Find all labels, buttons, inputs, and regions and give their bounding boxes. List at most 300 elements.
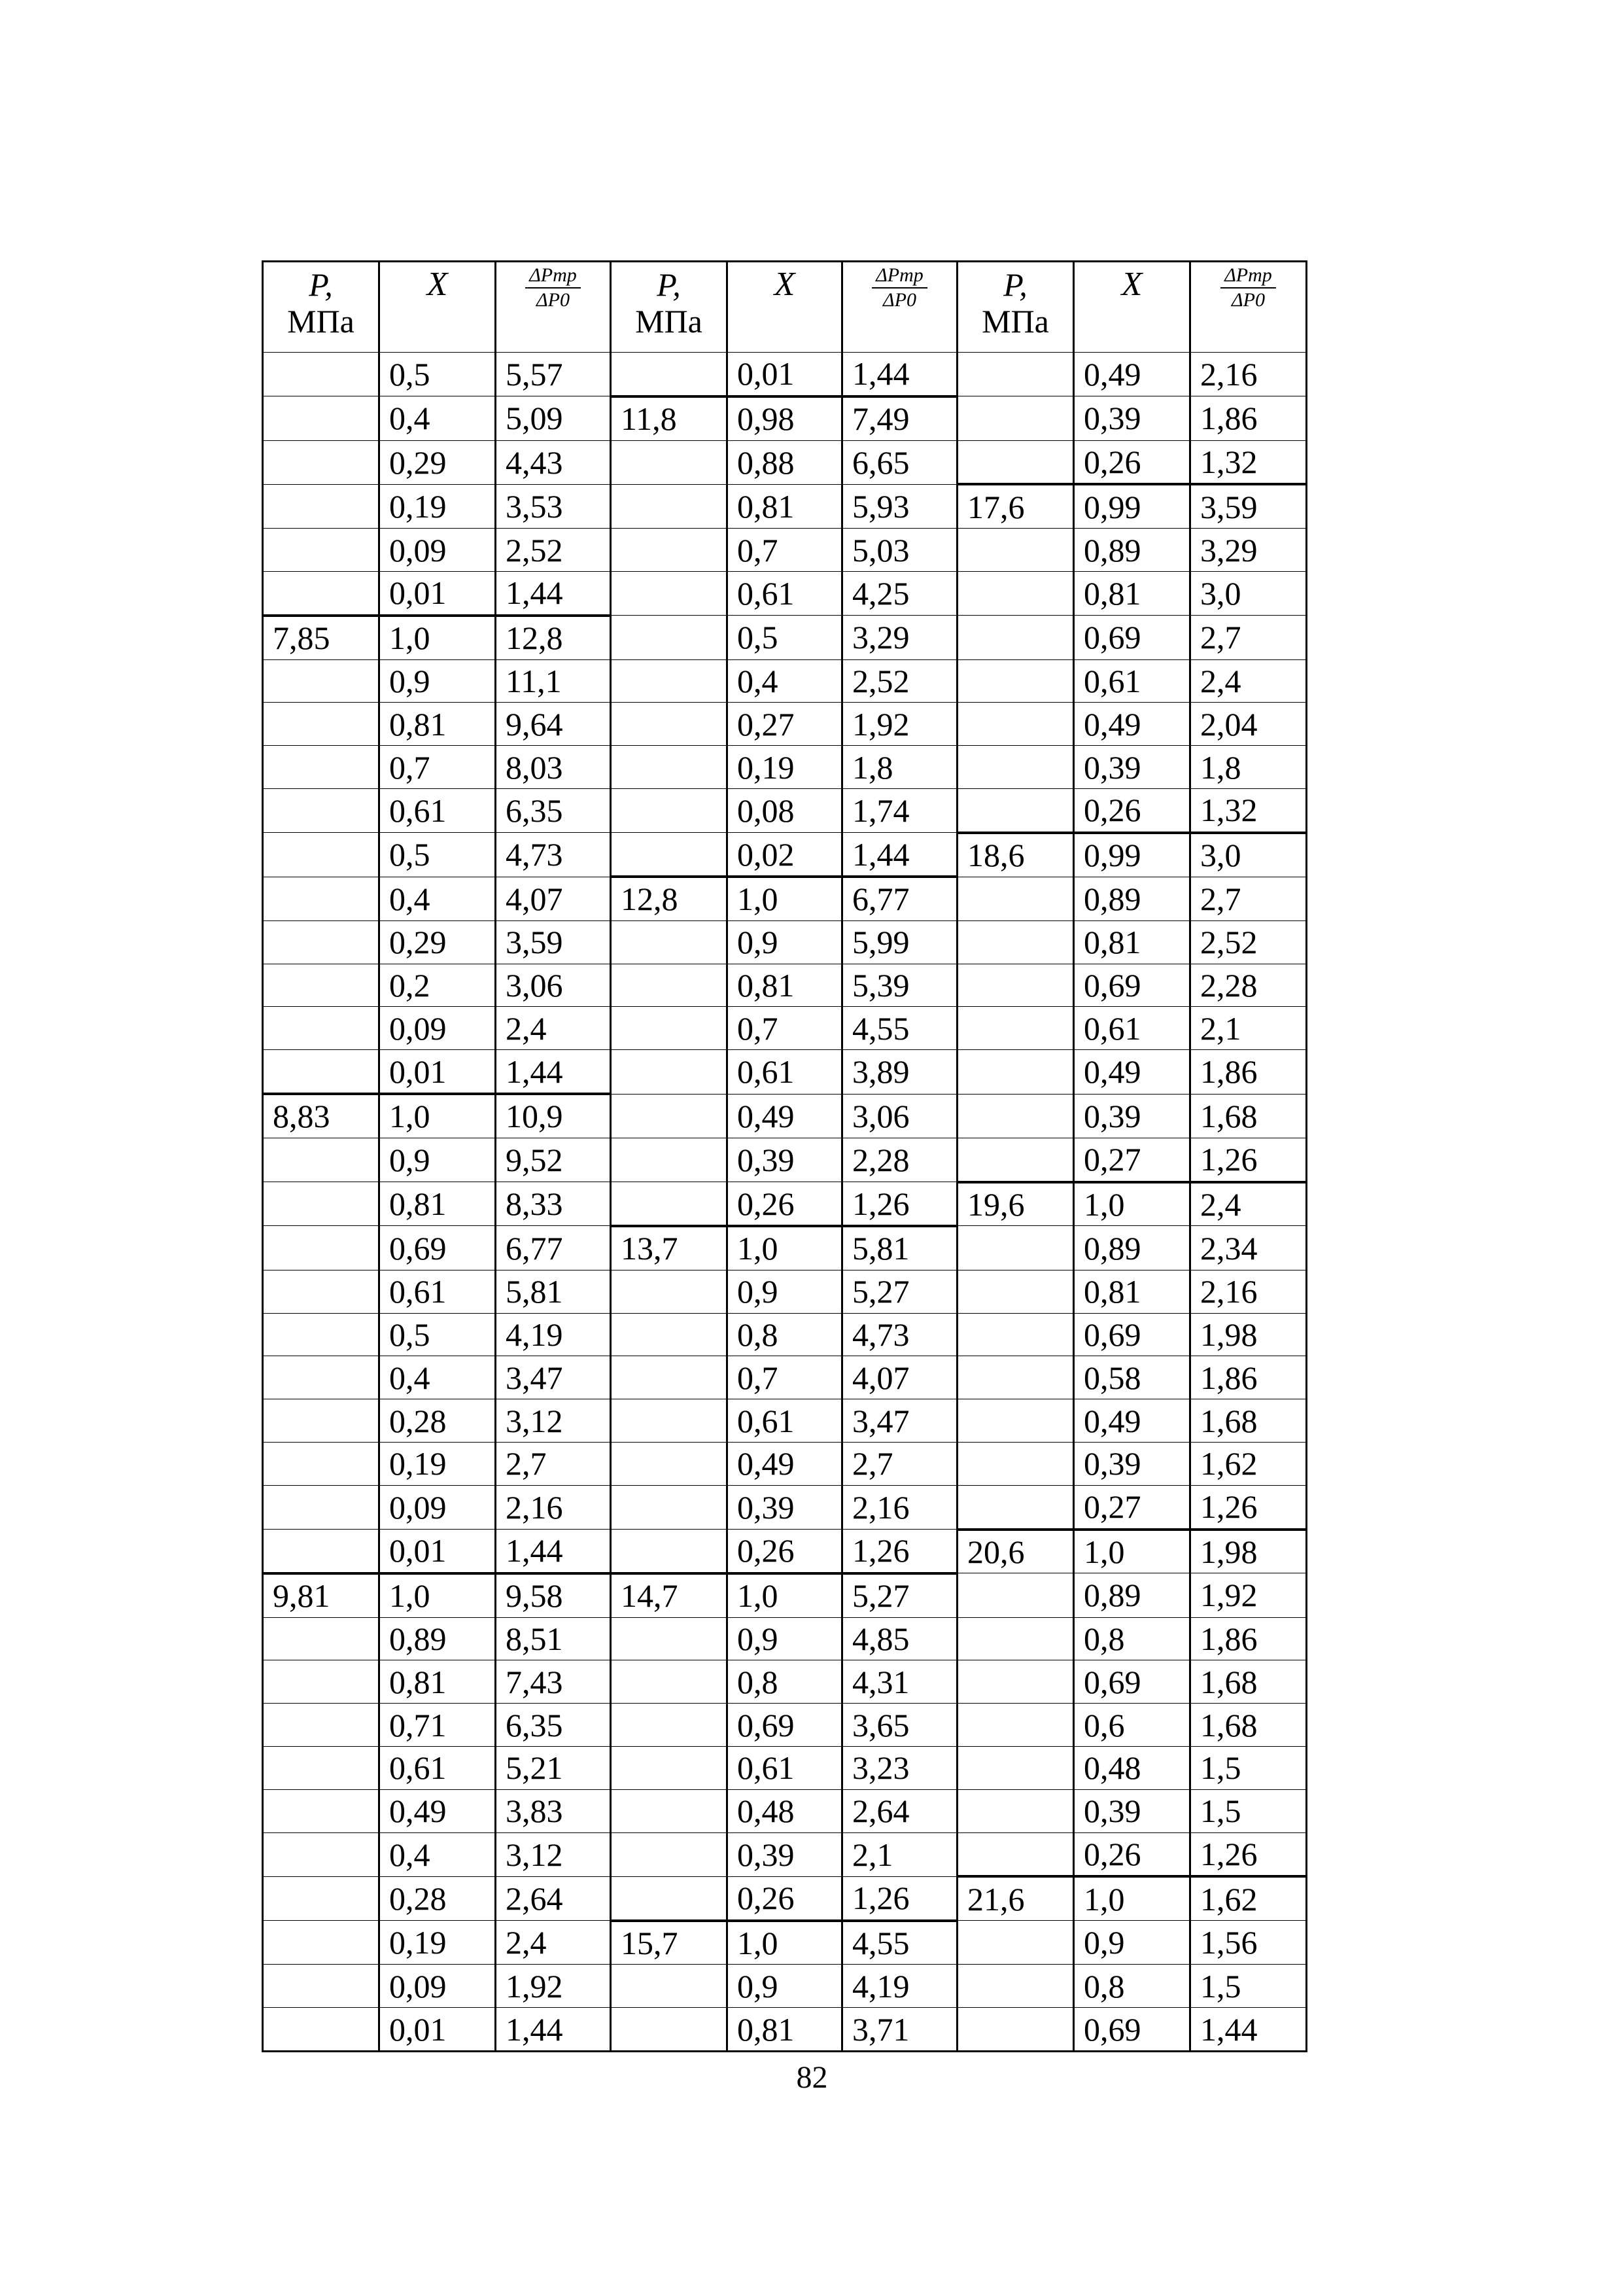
cell-x-1: 0,81 <box>379 1660 496 1704</box>
cell-ratio-2: 1,44 <box>842 353 958 396</box>
cell-x-3: 0,69 <box>1074 2008 1190 2052</box>
cell-ratio-1: 2,52 <box>496 529 611 572</box>
cell-ratio-2: 2,7 <box>842 1442 958 1485</box>
cell-pressure-1 <box>263 1182 379 1226</box>
cell-pressure-2 <box>611 703 727 746</box>
cell-ratio-3: 3,59 <box>1190 484 1307 528</box>
cell-ratio-2: 5,39 <box>842 964 958 1007</box>
cell-pressure-2 <box>611 440 727 484</box>
cell-pressure-2 <box>611 659 727 703</box>
cell-pressure-3 <box>958 2008 1074 2052</box>
cell-pressure-3 <box>958 571 1074 615</box>
cell-ratio-2: 3,89 <box>842 1050 958 1094</box>
cell-x-2: 0,19 <box>727 746 842 789</box>
cell-x-2: 0,9 <box>727 1965 842 2008</box>
cell-x-3: 0,69 <box>1074 964 1190 1007</box>
cell-ratio-2: 4,55 <box>842 1007 958 1050</box>
cell-pressure-2 <box>611 1660 727 1704</box>
cell-pressure-3 <box>958 396 1074 440</box>
cell-ratio-1: 1,44 <box>496 1050 611 1094</box>
cell-pressure-1 <box>263 788 379 832</box>
cell-ratio-3: 1,5 <box>1190 1747 1307 1790</box>
cell-x-1: 0,2 <box>379 964 496 1007</box>
cell-x-3: 0,89 <box>1074 1226 1190 1270</box>
table-row <box>263 1270 1307 1313</box>
header-ratio-3 <box>1190 262 1307 353</box>
cell-ratio-3: 1,98 <box>1190 1530 1307 1573</box>
cell-ratio-2: 3,71 <box>842 2008 958 2052</box>
cell-pressure-1 <box>263 1485 379 1529</box>
cell-pressure-3 <box>958 1270 1074 1313</box>
cell-x-3: 0,26 <box>1074 440 1190 484</box>
cell-x-3: 0,27 <box>1074 1138 1190 1182</box>
cell-pressure-1 <box>263 964 379 1007</box>
table-row <box>263 1747 1307 1790</box>
cell-pressure-3: 20,6 <box>958 1530 1074 1573</box>
cell-pressure-1 <box>263 484 379 528</box>
header-x-2: X <box>727 262 842 353</box>
table-row <box>263 1356 1307 1399</box>
cell-ratio-2: 2,1 <box>842 1832 958 1876</box>
cell-pressure-1 <box>263 1832 379 1876</box>
header-x-1: X <box>379 262 496 353</box>
cell-x-1: 0,71 <box>379 1704 496 1747</box>
table-row <box>263 1138 1307 1182</box>
cell-ratio-3: 1,26 <box>1190 1832 1307 1876</box>
cell-ratio-3: 2,7 <box>1190 877 1307 920</box>
cell-ratio-1: 4,07 <box>496 877 611 920</box>
cell-x-3: 0,69 <box>1074 1660 1190 1704</box>
cell-pressure-3: 21,6 <box>958 1876 1074 1920</box>
ratio-numerator: ΔPтр <box>872 264 927 289</box>
ratio-denominator: ΔP0 <box>536 289 570 311</box>
table-row <box>263 1442 1307 1485</box>
cell-pressure-3 <box>958 440 1074 484</box>
cell-ratio-1: 3,53 <box>496 484 611 528</box>
cell-pressure-2 <box>611 529 727 572</box>
cell-pressure-1 <box>263 353 379 396</box>
table-row <box>263 529 1307 572</box>
cell-pressure-2 <box>611 1789 727 1832</box>
cell-ratio-1: 8,51 <box>496 1617 611 1660</box>
cell-pressure-3 <box>958 1442 1074 1485</box>
cell-ratio-2: 5,27 <box>842 1573 958 1617</box>
cell-pressure-2 <box>611 788 727 832</box>
pressure-unit: МПа <box>635 303 702 340</box>
table-row <box>263 1530 1307 1573</box>
cell-ratio-1: 1,44 <box>496 571 611 615</box>
cell-x-2: 0,9 <box>727 1270 842 1313</box>
cell-ratio-1: 4,43 <box>496 440 611 484</box>
cell-ratio-1: 3,06 <box>496 964 611 1007</box>
cell-pressure-3 <box>958 1660 1074 1704</box>
cell-pressure-2 <box>611 1617 727 1660</box>
table-row <box>263 1399 1307 1443</box>
page-number: 82 <box>796 2060 828 2095</box>
cell-ratio-3: 1,62 <box>1190 1876 1307 1920</box>
cell-ratio-3: 2,16 <box>1190 353 1307 396</box>
cell-ratio-1: 9,52 <box>496 1138 611 1182</box>
cell-x-2: 0,61 <box>727 1050 842 1094</box>
cell-pressure-3 <box>958 1617 1074 1660</box>
cell-pressure-1: 8,83 <box>263 1094 379 1138</box>
cell-pressure-2 <box>611 1704 727 1747</box>
cell-x-1: 1,0 <box>379 1573 496 1617</box>
cell-x-1: 0,01 <box>379 1050 496 1094</box>
cell-ratio-1: 9,58 <box>496 1573 611 1617</box>
table-row <box>263 746 1307 789</box>
cell-pressure-3 <box>958 659 1074 703</box>
cell-x-3: 0,49 <box>1074 703 1190 746</box>
data-table <box>262 260 1307 2052</box>
cell-pressure-1 <box>263 1007 379 1050</box>
cell-pressure-1 <box>263 920 379 964</box>
cell-ratio-1: 4,19 <box>496 1313 611 1356</box>
table-header-row <box>263 262 1307 353</box>
cell-ratio-3: 1,68 <box>1190 1704 1307 1747</box>
cell-ratio-3: 1,86 <box>1190 1050 1307 1094</box>
cell-pressure-2 <box>611 833 727 877</box>
cell-ratio-3: 1,5 <box>1190 1965 1307 2008</box>
cell-x-3: 0,81 <box>1074 571 1190 615</box>
cell-pressure-2 <box>611 1876 727 1920</box>
cell-pressure-3 <box>958 1313 1074 1356</box>
table-row <box>263 833 1307 877</box>
cell-x-1: 0,9 <box>379 659 496 703</box>
cell-x-3: 0,61 <box>1074 1007 1190 1050</box>
cell-x-3: 0,26 <box>1074 1832 1190 1876</box>
cell-ratio-3: 2,16 <box>1190 1270 1307 1313</box>
cell-pressure-1 <box>263 746 379 789</box>
cell-pressure-1 <box>263 1313 379 1356</box>
cell-ratio-1: 2,16 <box>496 1485 611 1529</box>
cell-ratio-3: 1,68 <box>1190 1094 1307 1138</box>
cell-pressure-2: 13,7 <box>611 1226 727 1270</box>
cell-ratio-2: 6,77 <box>842 877 958 920</box>
cell-ratio-2: 1,92 <box>842 703 958 746</box>
header-pressure-1 <box>263 262 379 353</box>
cell-x-3: 0,89 <box>1074 1573 1190 1617</box>
cell-x-3: 0,81 <box>1074 920 1190 964</box>
cell-pressure-3 <box>958 703 1074 746</box>
cell-ratio-2: 4,85 <box>842 1617 958 1660</box>
cell-x-1: 0,81 <box>379 703 496 746</box>
cell-ratio-2: 4,19 <box>842 1965 958 2008</box>
cell-ratio-2: 4,31 <box>842 1660 958 1704</box>
cell-ratio-1: 3,47 <box>496 1356 611 1399</box>
cell-pressure-3 <box>958 1573 1074 1617</box>
cell-pressure-1 <box>263 396 379 440</box>
cell-x-3: 0,49 <box>1074 353 1190 396</box>
cell-x-2: 0,61 <box>727 1747 842 1790</box>
pressure-symbol: P, <box>657 266 681 303</box>
cell-pressure-2: 14,7 <box>611 1573 727 1617</box>
cell-ratio-3: 2,34 <box>1190 1226 1307 1270</box>
cell-ratio-1: 3,12 <box>496 1832 611 1876</box>
cell-x-2: 0,48 <box>727 1789 842 1832</box>
ratio-denominator: ΔP0 <box>1232 289 1265 311</box>
table-row <box>263 703 1307 746</box>
table-row <box>263 788 1307 832</box>
cell-ratio-2: 4,73 <box>842 1313 958 1356</box>
cell-x-2: 0,88 <box>727 440 842 484</box>
cell-x-1: 0,19 <box>379 484 496 528</box>
table-row <box>263 2008 1307 2052</box>
cell-pressure-2 <box>611 1530 727 1573</box>
cell-pressure-2 <box>611 746 727 789</box>
cell-pressure-1 <box>263 659 379 703</box>
cell-ratio-3: 2,28 <box>1190 964 1307 1007</box>
cell-ratio-3: 1,26 <box>1190 1485 1307 1529</box>
cell-pressure-3 <box>958 746 1074 789</box>
cell-pressure-1 <box>263 1442 379 1485</box>
cell-x-2: 0,7 <box>727 1356 842 1399</box>
table-row <box>263 1182 1307 1226</box>
cell-pressure-3 <box>958 1485 1074 1529</box>
cell-pressure-3 <box>958 1789 1074 1832</box>
cell-ratio-2: 3,29 <box>842 616 958 659</box>
cell-x-2: 0,81 <box>727 964 842 1007</box>
cell-pressure-2 <box>611 1747 727 1790</box>
cell-ratio-1: 3,59 <box>496 920 611 964</box>
cell-pressure-3 <box>958 1921 1074 1965</box>
cell-ratio-3: 1,44 <box>1190 2008 1307 2052</box>
cell-pressure-3 <box>958 1704 1074 1747</box>
cell-x-2: 0,8 <box>727 1313 842 1356</box>
cell-x-2: 0,7 <box>727 1007 842 1050</box>
cell-ratio-3: 1,86 <box>1190 1617 1307 1660</box>
cell-ratio-1: 6,35 <box>496 788 611 832</box>
cell-x-1: 0,09 <box>379 1007 496 1050</box>
cell-ratio-2: 6,65 <box>842 440 958 484</box>
cell-ratio-3: 1,8 <box>1190 746 1307 789</box>
cell-x-3: 0,69 <box>1074 616 1190 659</box>
cell-pressure-2 <box>611 1007 727 1050</box>
cell-x-2: 0,9 <box>727 920 842 964</box>
cell-x-1: 0,28 <box>379 1399 496 1443</box>
cell-ratio-1: 7,43 <box>496 1660 611 1704</box>
pressure-symbol: P, <box>309 266 333 303</box>
cell-pressure-2 <box>611 920 727 964</box>
cell-x-2: 0,7 <box>727 529 842 572</box>
cell-ratio-1: 6,35 <box>496 1704 611 1747</box>
cell-ratio-2: 2,52 <box>842 659 958 703</box>
table-row <box>263 353 1307 396</box>
cell-x-3: 1,0 <box>1074 1876 1190 1920</box>
cell-pressure-2 <box>611 1399 727 1443</box>
cell-x-3: 0,58 <box>1074 1356 1190 1399</box>
pressure-unit: МПа <box>982 303 1049 340</box>
cell-x-3: 0,39 <box>1074 1094 1190 1138</box>
cell-ratio-3: 1,68 <box>1190 1399 1307 1443</box>
cell-x-3: 0,69 <box>1074 1313 1190 1356</box>
header-x-3: X <box>1074 262 1190 353</box>
table-row <box>263 877 1307 920</box>
cell-ratio-1: 2,7 <box>496 1442 611 1485</box>
cell-ratio-1: 4,73 <box>496 833 611 877</box>
cell-x-2: 1,0 <box>727 877 842 920</box>
cell-x-1: 0,61 <box>379 788 496 832</box>
table-row <box>263 964 1307 1007</box>
table-row <box>263 920 1307 964</box>
cell-pressure-2: 11,8 <box>611 396 727 440</box>
cell-ratio-3: 2,1 <box>1190 1007 1307 1050</box>
table-row <box>263 659 1307 703</box>
cell-x-2: 0,98 <box>727 396 842 440</box>
cell-pressure-1 <box>263 2008 379 2052</box>
cell-x-2: 0,49 <box>727 1094 842 1138</box>
cell-x-3: 0,27 <box>1074 1485 1190 1529</box>
cell-ratio-1: 8,03 <box>496 746 611 789</box>
cell-x-1: 0,29 <box>379 920 496 964</box>
cell-ratio-2: 1,26 <box>842 1876 958 1920</box>
cell-pressure-1 <box>263 1965 379 2008</box>
table-row <box>263 1573 1307 1617</box>
cell-x-1: 0,5 <box>379 833 496 877</box>
cell-x-2: 0,61 <box>727 571 842 615</box>
table-row <box>263 1789 1307 1832</box>
cell-x-1: 0,4 <box>379 1356 496 1399</box>
cell-x-2: 0,9 <box>727 1617 842 1660</box>
cell-ratio-1: 8,33 <box>496 1182 611 1226</box>
table-row <box>263 1921 1307 1965</box>
table-row <box>263 1485 1307 1529</box>
cell-x-1: 0,28 <box>379 1876 496 1920</box>
cell-pressure-3 <box>958 1356 1074 1399</box>
cell-ratio-2: 1,44 <box>842 833 958 877</box>
cell-x-1: 0,81 <box>379 1182 496 1226</box>
cell-ratio-3: 1,32 <box>1190 440 1307 484</box>
cell-pressure-3 <box>958 877 1074 920</box>
cell-pressure-2 <box>611 1050 727 1094</box>
cell-pressure-2 <box>611 1182 727 1226</box>
cell-ratio-2: 4,55 <box>842 1921 958 1965</box>
cell-x-3: 0,9 <box>1074 1921 1190 1965</box>
cell-x-3: 0,61 <box>1074 659 1190 703</box>
cell-pressure-3 <box>958 1832 1074 1876</box>
cell-x-3: 0,49 <box>1074 1399 1190 1443</box>
cell-pressure-1: 7,85 <box>263 616 379 659</box>
cell-x-1: 0,01 <box>379 2008 496 2052</box>
cell-ratio-2: 3,65 <box>842 1704 958 1747</box>
cell-ratio-2: 3,23 <box>842 1747 958 1790</box>
cell-pressure-3: 19,6 <box>958 1182 1074 1226</box>
cell-pressure-1 <box>263 1876 379 1920</box>
cell-x-1: 0,7 <box>379 746 496 789</box>
cell-pressure-2 <box>611 1485 727 1529</box>
cell-pressure-2: 15,7 <box>611 1921 727 1965</box>
cell-pressure-3 <box>958 616 1074 659</box>
ratio-numerator: ΔPтр <box>1220 264 1276 289</box>
cell-pressure-2 <box>611 1138 727 1182</box>
cell-pressure-1 <box>263 1530 379 1573</box>
cell-pressure-3 <box>958 353 1074 396</box>
cell-ratio-3: 2,52 <box>1190 920 1307 964</box>
header-ratio-2 <box>842 262 958 353</box>
cell-x-1: 0,5 <box>379 1313 496 1356</box>
cell-ratio-1: 1,92 <box>496 1965 611 2008</box>
cell-x-1: 0,9 <box>379 1138 496 1182</box>
cell-x-3: 0,49 <box>1074 1050 1190 1094</box>
cell-ratio-1: 2,64 <box>496 1876 611 1920</box>
cell-x-3: 0,39 <box>1074 1442 1190 1485</box>
cell-pressure-2 <box>611 484 727 528</box>
cell-ratio-1: 12,8 <box>496 616 611 659</box>
cell-ratio-2: 2,16 <box>842 1485 958 1529</box>
cell-x-1: 0,01 <box>379 571 496 615</box>
cell-ratio-3: 1,5 <box>1190 1789 1307 1832</box>
table-row <box>263 1876 1307 1920</box>
cell-pressure-2 <box>611 1442 727 1485</box>
header-ratio-1 <box>496 262 611 353</box>
cell-pressure-3 <box>958 1138 1074 1182</box>
cell-ratio-1: 9,64 <box>496 703 611 746</box>
table-row <box>263 1965 1307 2008</box>
cell-x-3: 0,39 <box>1074 746 1190 789</box>
cell-x-2: 0,39 <box>727 1138 842 1182</box>
cell-pressure-1 <box>263 1138 379 1182</box>
cell-pressure-3 <box>958 529 1074 572</box>
cell-x-1: 0,5 <box>379 353 496 396</box>
cell-pressure-2 <box>611 1313 727 1356</box>
cell-x-3: 0,99 <box>1074 833 1190 877</box>
cell-pressure-3 <box>958 1050 1074 1094</box>
table-row <box>263 1660 1307 1704</box>
cell-pressure-2 <box>611 353 727 396</box>
cell-pressure-3 <box>958 1399 1074 1443</box>
cell-pressure-2 <box>611 964 727 1007</box>
table-row <box>263 1007 1307 1050</box>
cell-pressure-2 <box>611 1832 727 1876</box>
cell-x-2: 0,61 <box>727 1399 842 1443</box>
cell-pressure-2 <box>611 571 727 615</box>
cell-x-2: 0,02 <box>727 833 842 877</box>
cell-ratio-3: 1,56 <box>1190 1921 1307 1965</box>
cell-pressure-3 <box>958 1965 1074 2008</box>
table-row <box>263 616 1307 659</box>
cell-ratio-2: 5,03 <box>842 529 958 572</box>
cell-ratio-3: 2,4 <box>1190 659 1307 703</box>
table-row <box>263 1226 1307 1270</box>
cell-x-2: 0,5 <box>727 616 842 659</box>
cell-x-2: 0,81 <box>727 484 842 528</box>
cell-pressure-1 <box>263 877 379 920</box>
cell-ratio-3: 3,0 <box>1190 833 1307 877</box>
cell-x-1: 0,01 <box>379 1530 496 1573</box>
cell-ratio-1: 6,77 <box>496 1226 611 1270</box>
table-row <box>263 484 1307 528</box>
table-body <box>263 353 1307 2052</box>
cell-x-2: 0,81 <box>727 2008 842 2052</box>
cell-pressure-3 <box>958 1226 1074 1270</box>
cell-pressure-1 <box>263 1747 379 1790</box>
cell-ratio-3: 1,86 <box>1190 1356 1307 1399</box>
table-row <box>263 1313 1307 1356</box>
cell-ratio-3: 2,4 <box>1190 1182 1307 1226</box>
cell-pressure-3 <box>958 1007 1074 1050</box>
cell-pressure-2 <box>611 616 727 659</box>
cell-x-2: 0,39 <box>727 1832 842 1876</box>
cell-x-3: 0,89 <box>1074 877 1190 920</box>
cell-ratio-2: 3,47 <box>842 1399 958 1443</box>
cell-x-3: 0,99 <box>1074 484 1190 528</box>
cell-pressure-1 <box>263 1270 379 1313</box>
table-row <box>263 1094 1307 1138</box>
table-row <box>263 1050 1307 1094</box>
cell-ratio-2: 2,64 <box>842 1789 958 1832</box>
cell-x-3: 1,0 <box>1074 1182 1190 1226</box>
cell-pressure-1 <box>263 703 379 746</box>
